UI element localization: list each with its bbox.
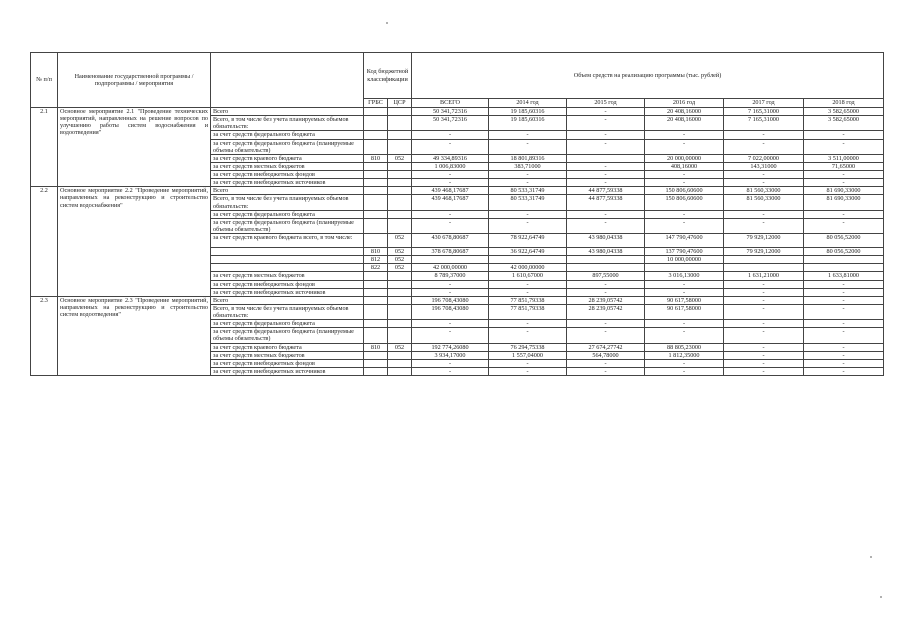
funding-source: за счет средств федерального бюджета (планируемые объемы обязательств) — [211, 328, 364, 343]
amount-cell: 1 006,83000 — [412, 162, 489, 170]
csr-code — [388, 162, 412, 170]
amount-cell: - — [645, 328, 724, 343]
section-number: 2.1 — [31, 108, 58, 187]
amount-cell: - — [724, 351, 804, 359]
header-year-2015: 2015 год — [567, 99, 645, 108]
csr-code: 052 — [388, 343, 412, 351]
funding-source: за счет средств краевого бюджета — [211, 154, 364, 162]
amount-cell: - — [489, 280, 567, 288]
table-body — [31, 108, 884, 376]
amount-cell: 88 805,23000 — [645, 343, 724, 351]
funding-source: за счет средств внебюджетных фондов — [211, 359, 364, 367]
amount-cell: 137 790,47600 — [645, 248, 724, 256]
amount-cell: 439 468,17687 — [412, 187, 489, 195]
funding-source: за счет средств местных бюджетов — [211, 351, 364, 359]
grbs-code — [364, 210, 388, 218]
grbs-code — [364, 139, 388, 154]
grbs-code — [364, 280, 388, 288]
amount-cell: - — [412, 171, 489, 179]
amount-cell: - — [567, 280, 645, 288]
amount-cell — [412, 256, 489, 264]
csr-code — [388, 328, 412, 343]
amount-cell: 50 341,72316 — [412, 108, 489, 116]
amount-cell: 43 980,04338 — [567, 248, 645, 256]
grbs-code — [364, 304, 388, 319]
amount-cell: - — [645, 139, 724, 154]
header-year-total: ВСЕГО — [412, 99, 489, 108]
funding-source: за счет средств местных бюджетов — [211, 162, 364, 170]
amount-cell: - — [567, 139, 645, 154]
amount-cell: 3 511,00000 — [804, 154, 884, 162]
amount-cell: - — [567, 131, 645, 139]
amount-cell: 196 708,43080 — [412, 304, 489, 319]
csr-code — [388, 280, 412, 288]
amount-cell: - — [645, 179, 724, 187]
amount-cell: - — [804, 351, 884, 359]
amount-cell: 90 617,58000 — [645, 304, 724, 319]
funding-source: за счет средств федерального бюджета — [211, 131, 364, 139]
amount-cell: - — [489, 139, 567, 154]
amount-cell: 71,65000 — [804, 162, 884, 170]
amount-cell: 19 185,60316 — [489, 116, 567, 131]
csr-code: 052 — [388, 154, 412, 162]
grbs-code — [364, 218, 388, 233]
amount-cell: - — [804, 179, 884, 187]
grbs-code: 810 — [364, 248, 388, 256]
amount-cell: - — [645, 367, 724, 375]
amount-cell: - — [567, 162, 645, 170]
amount-cell: 44 877,59338 — [567, 187, 645, 195]
amount-cell: - — [567, 116, 645, 131]
amount-cell: - — [567, 179, 645, 187]
amount-cell: - — [412, 218, 489, 233]
csr-code — [388, 367, 412, 375]
table-row — [31, 108, 884, 116]
budget-table-sheet — [30, 52, 883, 376]
section-name: Основное мероприятие 2.1 "Проведение технических мероприятий, направленных на решение вопросов по улучшению работы систем водоснабжения и водоотведения" — [58, 108, 211, 187]
amount-cell: 18 801,89316 — [489, 154, 567, 162]
csr-code — [388, 139, 412, 154]
amount-cell: - — [412, 288, 489, 296]
section-name: Основное мероприятие 2.2 "Проведение мероприятий, направленных на реконструкцию и строительство систем водоснабжения" — [58, 187, 211, 297]
amount-cell: - — [724, 218, 804, 233]
amount-cell: - — [412, 131, 489, 139]
amount-cell: - — [567, 210, 645, 218]
funding-source: за счет средств внебюджетных фондов — [211, 280, 364, 288]
amount-cell: 28 239,05742 — [567, 304, 645, 319]
amount-cell: - — [804, 280, 884, 288]
amount-cell: - — [804, 288, 884, 296]
grbs-code — [364, 359, 388, 367]
amount-cell: 383,71000 — [489, 162, 567, 170]
csr-code — [388, 187, 412, 195]
amount-cell: 80 056,52000 — [804, 234, 884, 248]
csr-code — [388, 320, 412, 328]
funding-source: Всего — [211, 108, 364, 116]
amount-cell: 81 690,33000 — [804, 187, 884, 195]
amount-cell: 79 929,12000 — [724, 248, 804, 256]
amount-cell: - — [645, 131, 724, 139]
amount-cell: 28 239,05742 — [567, 296, 645, 304]
amount-cell: - — [724, 210, 804, 218]
amount-cell: 150 806,60600 — [645, 195, 724, 210]
amount-cell: - — [724, 171, 804, 179]
amount-cell: - — [804, 139, 884, 154]
amount-cell: - — [724, 304, 804, 319]
amount-cell: 81 560,33000 — [724, 195, 804, 210]
csr-code — [388, 272, 412, 280]
amount-cell: - — [567, 218, 645, 233]
header-year-2016: 2016 год — [645, 99, 724, 108]
grbs-code — [364, 288, 388, 296]
amount-cell: - — [724, 139, 804, 154]
grbs-code — [364, 351, 388, 359]
amount-cell: - — [489, 179, 567, 187]
amount-cell: - — [412, 139, 489, 154]
grbs-code — [364, 187, 388, 195]
amount-cell: - — [645, 359, 724, 367]
amount-cell: 7 165,31000 — [724, 108, 804, 116]
amount-cell: 44 877,59338 — [567, 195, 645, 210]
amount-cell: - — [724, 367, 804, 375]
funding-source: Всего — [211, 296, 364, 304]
amount-cell: - — [412, 179, 489, 187]
funding-source — [211, 264, 364, 272]
amount-cell: 50 341,72316 — [412, 116, 489, 131]
amount-cell: - — [489, 328, 567, 343]
amount-cell: - — [567, 328, 645, 343]
amount-cell: - — [489, 359, 567, 367]
csr-code — [388, 131, 412, 139]
amount-cell: 3 934,17000 — [412, 351, 489, 359]
amount-cell: - — [645, 210, 724, 218]
grbs-code: 810 — [364, 154, 388, 162]
amount-cell: - — [412, 280, 489, 288]
amount-cell: - — [567, 108, 645, 116]
amount-cell: - — [804, 304, 884, 319]
amount-cell: 1 610,67000 — [489, 272, 567, 280]
amount-cell — [567, 264, 645, 272]
amount-cell: - — [489, 171, 567, 179]
amount-cell — [724, 264, 804, 272]
amount-cell: - — [804, 320, 884, 328]
amount-cell — [724, 256, 804, 264]
csr-code — [388, 179, 412, 187]
funding-source: Всего, в том числе без учета планируемых объемов обязательств: — [211, 195, 364, 210]
funding-source: Всего, в том числе без учета планируемых объемов обязательств: — [211, 116, 364, 131]
csr-code — [388, 195, 412, 210]
csr-code: 052 — [388, 256, 412, 264]
csr-code — [388, 108, 412, 116]
grbs-code — [364, 296, 388, 304]
amount-cell: 81 560,33000 — [724, 187, 804, 195]
amount-cell: - — [724, 280, 804, 288]
header-source — [211, 53, 364, 108]
amount-cell: 897,55000 — [567, 272, 645, 280]
amount-cell: 7 165,31000 — [724, 116, 804, 131]
amount-cell: - — [804, 343, 884, 351]
amount-cell: - — [567, 367, 645, 375]
amount-cell: 49 334,89316 — [412, 154, 489, 162]
funding-source: Всего — [211, 187, 364, 195]
amount-cell: - — [412, 210, 489, 218]
amount-cell: - — [412, 367, 489, 375]
amount-cell — [645, 264, 724, 272]
grbs-code — [364, 179, 388, 187]
amount-cell: 7 022,00000 — [724, 154, 804, 162]
amount-cell: - — [724, 131, 804, 139]
amount-cell: - — [567, 320, 645, 328]
amount-cell: - — [489, 131, 567, 139]
header-num: № п/п — [31, 53, 58, 108]
header-year-2017: 2017 год — [724, 99, 804, 108]
grbs-code — [364, 131, 388, 139]
amount-cell: 77 851,79338 — [489, 304, 567, 319]
amount-cell: 90 617,58000 — [645, 296, 724, 304]
amount-cell: - — [567, 171, 645, 179]
amount-cell: - — [489, 320, 567, 328]
amount-cell: - — [489, 218, 567, 233]
amount-cell: 27 674,27742 — [567, 343, 645, 351]
amount-cell — [567, 256, 645, 264]
amount-cell: - — [804, 328, 884, 343]
section-number: 2.3 — [31, 296, 58, 375]
amount-cell: 42 000,00000 — [489, 264, 567, 272]
amount-cell: 1 557,04000 — [489, 351, 567, 359]
csr-code — [388, 171, 412, 179]
grbs-code — [364, 320, 388, 328]
amount-cell: - — [804, 210, 884, 218]
amount-cell — [804, 256, 884, 264]
amount-cell: 430 678,80687 — [412, 234, 489, 248]
amount-cell: 80 056,52000 — [804, 248, 884, 256]
amount-cell: - — [724, 320, 804, 328]
table-row — [31, 187, 884, 195]
csr-code: 052 — [388, 234, 412, 248]
amount-cell: 19 185,60316 — [489, 108, 567, 116]
csr-code — [388, 304, 412, 319]
amount-cell: 3 016,13000 — [645, 272, 724, 280]
amount-cell: - — [724, 179, 804, 187]
csr-code — [388, 210, 412, 218]
grbs-code — [364, 162, 388, 170]
section-number: 2.2 — [31, 187, 58, 297]
amount-cell: 143,31000 — [724, 162, 804, 170]
amount-cell: 3 582,65000 — [804, 108, 884, 116]
amount-cell: 1 631,21000 — [724, 272, 804, 280]
grbs-code: 812 — [364, 256, 388, 264]
funding-source: за счет средств внебюджетных источников — [211, 179, 364, 187]
amount-cell: - — [724, 343, 804, 351]
funding-source: за счет средств федерального бюджета — [211, 210, 364, 218]
amount-cell: - — [567, 288, 645, 296]
csr-code — [388, 351, 412, 359]
funding-source — [211, 248, 364, 256]
amount-cell: - — [489, 367, 567, 375]
amount-cell: 80 533,31749 — [489, 195, 567, 210]
section-name: Основное мероприятие 2.3 "Проведение мероприятий, направленных на реконструкцию и строительство систем водоотведения" — [58, 296, 211, 375]
amount-cell: 8 789,37000 — [412, 272, 489, 280]
scan-speck — [870, 556, 872, 558]
funding-source: за счет средств краевого бюджета всего, в том числе: — [211, 234, 364, 248]
amount-cell: 439 468,17687 — [412, 195, 489, 210]
amount-cell: - — [724, 328, 804, 343]
funding-source: за счет средств краевого бюджета — [211, 343, 364, 351]
amount-cell: 81 690,33000 — [804, 195, 884, 210]
funding-source: за счет средств федерального бюджета — [211, 320, 364, 328]
amount-cell: 1 812,35000 — [645, 351, 724, 359]
amount-cell: - — [489, 210, 567, 218]
header-grbs: ГРБС — [364, 99, 388, 108]
amount-cell: 1 633,81000 — [804, 272, 884, 280]
amount-cell: - — [804, 218, 884, 233]
table-row — [31, 296, 884, 304]
csr-code — [388, 218, 412, 233]
grbs-code — [364, 234, 388, 248]
amount-cell: - — [412, 320, 489, 328]
funding-source: за счет средств внебюджетных источников — [211, 367, 364, 375]
amount-cell: 43 980,04338 — [567, 234, 645, 248]
funding-source: за счет средств внебюджетных фондов — [211, 171, 364, 179]
amount-cell: 77 851,79338 — [489, 296, 567, 304]
header-year-2018: 2018 год — [804, 99, 884, 108]
header-csr: ЦСР — [388, 99, 412, 108]
header-kbk: Код бюджетной классификации — [364, 53, 412, 99]
amount-cell: 20 408,16000 — [645, 108, 724, 116]
amount-cell: - — [804, 171, 884, 179]
amount-cell: 192 774,26080 — [412, 343, 489, 351]
header-volume: Объем средств на реализацию программы (тыс. рублей) — [412, 53, 884, 99]
amount-cell — [489, 256, 567, 264]
funding-source: за счет средств внебюджетных источников — [211, 288, 364, 296]
amount-cell: - — [804, 367, 884, 375]
funding-source — [211, 256, 364, 264]
amount-cell: - — [804, 131, 884, 139]
amount-cell: 78 922,64749 — [489, 234, 567, 248]
csr-code — [388, 359, 412, 367]
amount-cell: 196 708,43080 — [412, 296, 489, 304]
amount-cell: - — [804, 359, 884, 367]
amount-cell — [567, 154, 645, 162]
header-row — [31, 53, 884, 99]
grbs-code — [364, 272, 388, 280]
header-program-name: Наименование государственной программы / подпрограммы / мероприятия — [58, 53, 211, 108]
grbs-code — [364, 171, 388, 179]
amount-cell: 378 678,80687 — [412, 248, 489, 256]
grbs-code: 810 — [364, 343, 388, 351]
amount-cell: 408,16000 — [645, 162, 724, 170]
amount-cell: 20 408,16000 — [645, 116, 724, 131]
amount-cell: - — [645, 171, 724, 179]
amount-cell: 36 922,64749 — [489, 248, 567, 256]
funding-source: Всего, в том числе без учета планируемых объемов обязательств: — [211, 304, 364, 319]
amount-cell: 20 000,00000 — [645, 154, 724, 162]
amount-cell: 10 000,00000 — [645, 256, 724, 264]
csr-code — [388, 296, 412, 304]
scan-speck — [880, 596, 882, 598]
grbs-code — [364, 116, 388, 131]
grbs-code — [364, 328, 388, 343]
funding-source: за счет средств федерального бюджета (планируемые объемы обязательств) — [211, 218, 364, 233]
scan-speck — [386, 22, 388, 24]
amount-cell: - — [567, 359, 645, 367]
header-year-2014: 2014 год — [489, 99, 567, 108]
amount-cell: 150 806,60600 — [645, 187, 724, 195]
funding-source: за счет средств федерального бюджета (планируемые объемы обязательств) — [211, 139, 364, 154]
amount-cell: - — [645, 218, 724, 233]
amount-cell: - — [645, 320, 724, 328]
amount-cell: 147 790,47600 — [645, 234, 724, 248]
grbs-code — [364, 367, 388, 375]
amount-cell: - — [804, 296, 884, 304]
grbs-code — [364, 195, 388, 210]
grbs-code — [364, 108, 388, 116]
amount-cell: 80 533,31749 — [489, 187, 567, 195]
amount-cell: 3 582,65000 — [804, 116, 884, 131]
csr-code: 052 — [388, 248, 412, 256]
amount-cell: - — [645, 288, 724, 296]
amount-cell: - — [489, 288, 567, 296]
csr-code: 052 — [388, 264, 412, 272]
amount-cell: - — [412, 328, 489, 343]
funding-source: за счет средств местных бюджетов — [211, 272, 364, 280]
amount-cell: 79 929,12000 — [724, 234, 804, 248]
amount-cell: 564,78000 — [567, 351, 645, 359]
budget-table — [30, 52, 884, 376]
amount-cell: - — [724, 288, 804, 296]
csr-code — [388, 116, 412, 131]
amount-cell: 76 294,75338 — [489, 343, 567, 351]
amount-cell: - — [412, 359, 489, 367]
amount-cell: 42 000,00000 — [412, 264, 489, 272]
amount-cell: - — [724, 296, 804, 304]
amount-cell — [804, 264, 884, 272]
amount-cell: - — [724, 359, 804, 367]
csr-code — [388, 288, 412, 296]
amount-cell: - — [645, 280, 724, 288]
grbs-code: 822 — [364, 264, 388, 272]
